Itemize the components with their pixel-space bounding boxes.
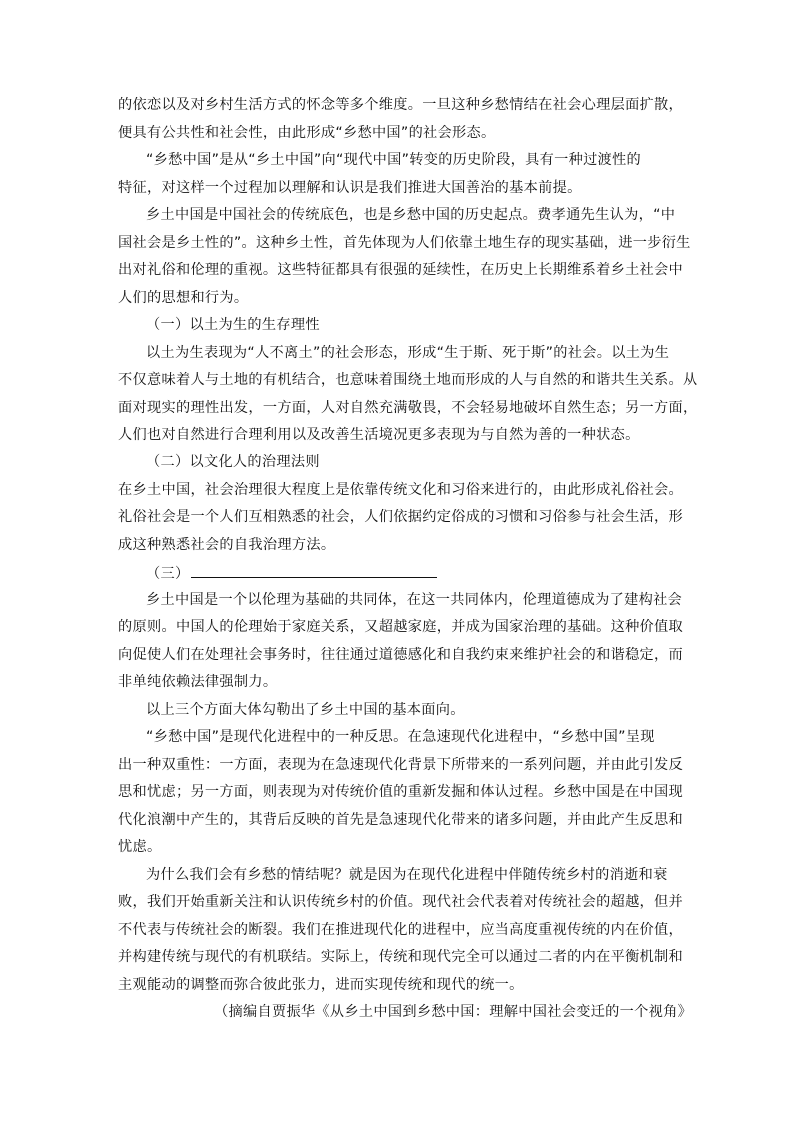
paragraph-line: 忧虑。 bbox=[118, 839, 162, 855]
paragraph-line: 并构建传统与现代的有机联结。实际上，传统和现代完全可以通过二者的内在平衡机制和 bbox=[118, 949, 684, 965]
paragraph-line: 乡土中国是一个以伦理为基础的共同体，在这一共同体内，伦理道德成为了建构社会 bbox=[146, 592, 683, 608]
paragraph-line: 特征，对这样一个过程加以理解和认识是我们推进大国善治的基本前提。 bbox=[118, 180, 582, 196]
section-heading-label: （三） bbox=[146, 566, 190, 582]
paragraph-line: “乡愁中国”是现代化进程中的一种反思。在急速现代化进程中，“乡愁中国”呈现 bbox=[146, 729, 655, 745]
paragraph-line: 以上三个方面大体勾勒出了乡土中国的基本面向。 bbox=[146, 702, 465, 718]
paragraph-line: 败，我们开始重新关注和认识传统乡村的价值。现代社会代表着对传统社会的超越，但并 bbox=[118, 894, 684, 910]
paragraph-line: 人们也对自然进行合理利用以及改善生活境况更多表现为与自然为善的一种状态。 bbox=[118, 427, 640, 443]
paragraph-line: 主观能动的调整而弥合彼此张力，进而实现传统和现代的统一。 bbox=[118, 977, 524, 993]
source-citation: （摘编自贾振华《从乡土中国到乡愁中国：理解中国社会变迁的一个视角》 bbox=[214, 1004, 693, 1020]
paragraph-line: 成这种熟悉社会的自我治理方法。 bbox=[118, 537, 336, 553]
fill-in-blank bbox=[191, 563, 437, 578]
paragraph-line: 出一种双重性：一方面，表现为在急速现代化背景下所带来的一系列问题，并由此引发反 bbox=[118, 757, 684, 773]
paragraph-line: 不仅意味着人与土地的有机结合，也意味着围绕土地而形成的人与自然的和谐共生关系。从 bbox=[118, 372, 698, 388]
paragraph-line: 以土为生表现为“人不离土”的社会形态，形成“生于斯、死于斯”的社会。以土为生 bbox=[146, 345, 670, 361]
paragraph-line: 面对现实的理性出发，一方面，人对自然充满敬畏，不会轻易地破坏自然生态；另一方面， bbox=[118, 400, 698, 416]
paragraph-line: 人们的思想和行为。 bbox=[118, 290, 249, 306]
paragraph-line: 向促使人们在处理社会事务时，往往通过道德感化和自我约束来维护社会的和谐稳定，而 bbox=[118, 647, 684, 663]
section-heading-blank bbox=[146, 563, 437, 583]
paragraph-line: 便具有公共性和社会性，由此形成“乡愁中国”的社会形态。 bbox=[118, 125, 496, 141]
paragraph-line: 的依恋以及对乡村生活方式的怀念等多个维度。一旦这种乡愁情结在社会心理层面扩散， bbox=[118, 97, 684, 113]
paragraph-line: 不代表与传统社会的断裂。我们在推进现代化的进程中，应当高度重视传统的内在价值， bbox=[118, 922, 684, 938]
paragraph-line: 出对礼俗和伦理的重视。这些特征都具有很强的延续性，在历史上长期维系着乡土社会中 bbox=[118, 262, 684, 278]
paragraph-line: 的原则。中国人的伦理始于家庭关系，又超越家庭，并成为国家治理的基础。这种价值取 bbox=[118, 619, 684, 635]
paragraph-line: “乡愁中国”是从“乡土中国”向“现代中国”转变的历史阶段，具有一种过渡性的 bbox=[146, 152, 642, 168]
paragraph-line: 为什么我们会有乡愁的情结呢？就是因为在现代化进程中伴随传统乡村的消逝和衰 bbox=[146, 867, 668, 883]
section-heading: （一）以土为生的生存理性 bbox=[146, 317, 320, 333]
paragraph-line: 代化浪潮中产生的，其背后反映的首先是急速现代化带来的诸多问题，并由此产生反思和 bbox=[118, 812, 684, 828]
paragraph-line: 国社会是乡土性的”。这种乡土性，首先体现为人们依靠土地生存的现实基础，进一步衍生 bbox=[118, 235, 691, 251]
section-heading: （二）以文化人的治理法则 bbox=[146, 454, 320, 470]
paragraph-line: 在乡土中国，社会治理很大程度上是依靠传统文化和习俗来进行的，由此形成礼俗社会。 bbox=[118, 482, 684, 498]
paragraph-line: 礼俗社会是一个人们互相熟悉的社会，人们依据约定俗成的习惯和习俗参与社会生活，形 bbox=[118, 509, 684, 525]
paragraph-line: 乡土中国是中国社会的传统底色，也是乡愁中国的历史起点。费孝通先生认为，“中 bbox=[146, 207, 676, 223]
paragraph-line: 思和忧虑；另一方面，则表现为对传统价值的重新发掘和体认过程。乡愁中国是在中国现 bbox=[118, 784, 684, 800]
paragraph-line: 非单纯依赖法律强制力。 bbox=[118, 674, 278, 690]
